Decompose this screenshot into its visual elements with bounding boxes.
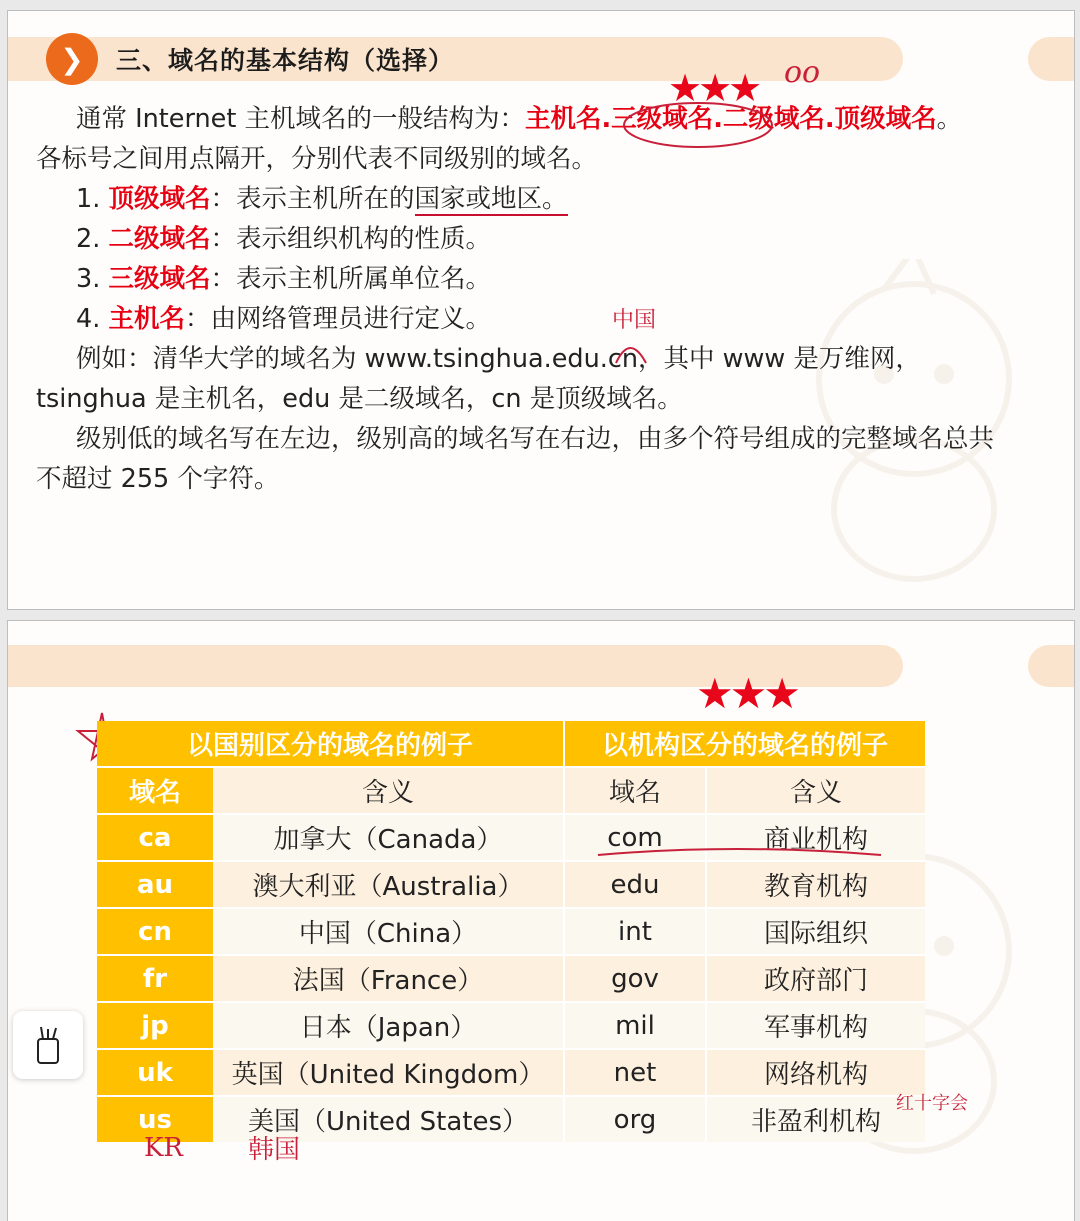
header-band-cap (1028, 37, 1075, 81)
country-code: jp (97, 1002, 213, 1049)
table-row (97, 814, 925, 861)
item-desc-underlined: 国家或地区。 (414, 184, 568, 214)
country-meaning: 加拿大（Canada） (213, 814, 564, 861)
country-meaning: 法国（France） (213, 955, 564, 1002)
dot: . (713, 104, 723, 134)
korea-note: 韩国 (248, 1135, 301, 1165)
table-row (97, 1096, 925, 1142)
dot: . (601, 104, 612, 134)
list-item-2 (76, 219, 1075, 259)
country-meaning: 日本（Japan） (213, 1002, 564, 1049)
header-country: 以国别区分的域名的例子 (97, 721, 564, 767)
chevron-right-icon: ❯ (46, 33, 98, 85)
item-colon: ： (210, 224, 236, 254)
slide-domain-examples (7, 620, 1075, 1221)
three-stars-icon: ★★★ (696, 669, 797, 718)
intro-line-2: 各标号之间用点隔开，分别代表不同级别的域名。 (36, 144, 598, 174)
item-colon: ： (210, 264, 236, 294)
intro-line-1 (76, 99, 1075, 139)
country-meaning: 美国（United States） (213, 1096, 564, 1142)
org-meaning: 军事机构 (706, 1002, 925, 1049)
org-code: mil (564, 1002, 706, 1049)
item-term: 顶级域名 (108, 184, 211, 214)
dot: . (824, 104, 835, 134)
list-item-1 (76, 179, 1075, 219)
domain-examples-table (97, 721, 925, 1142)
col-meaning-2: 含义 (706, 767, 925, 814)
org-meaning: 国际组织 (706, 908, 925, 955)
item-num: 2. (76, 224, 101, 254)
pencil-cup-icon (33, 1025, 63, 1065)
col-domain: 域名 (97, 767, 213, 814)
three-stars-annotation: ★★★ (668, 66, 759, 110)
intro-prefix: 通常 Internet 主机域名的一般结构为： (76, 104, 525, 134)
country-code: au (97, 861, 213, 908)
country-code: us (97, 1096, 213, 1142)
item-desc: 表示组织机构的性质。 (235, 224, 491, 254)
term-second-level: 二级域名 (722, 104, 825, 134)
china-note: 中国 (612, 308, 657, 333)
term-host: 主机名 (524, 104, 602, 134)
example-line-1: 例如：清华大学的域名为 www.tsinghua.edu.cn，其中 www 是万维网， (76, 344, 921, 374)
term-third-level: 三级域名 (611, 104, 714, 134)
list-item-3 (76, 259, 1075, 299)
rule-line-1: 级别低的域名写在左边，级别高的域名写在右边，由多个符号组成的完整域名总共 (76, 424, 995, 454)
org-code: net (564, 1049, 706, 1096)
list-item-4 (76, 299, 1075, 339)
table-row (97, 955, 925, 1002)
org-meaning: 商业机构 (706, 814, 925, 861)
header-band-cap (1028, 645, 1075, 687)
slide-domain-structure (7, 10, 1075, 610)
table-row (97, 1002, 925, 1049)
country-code: ca (97, 814, 213, 861)
table-header-row (97, 767, 925, 814)
kr-note: KR (144, 1133, 183, 1163)
country-meaning: 中国（China） (213, 908, 564, 955)
notes-button[interactable] (13, 1011, 83, 1079)
item-desc: 由网络管理员进行定义。 (210, 304, 491, 334)
item-colon: ： (210, 184, 236, 214)
org-code: int (564, 908, 706, 955)
section-title: 三、域名的基本结构（选择） (116, 46, 455, 75)
item-desc: 表示主机所属单位名。 (235, 264, 491, 294)
item-num: 1. (76, 184, 101, 214)
country-code: fr (97, 955, 213, 1002)
country-code: uk (97, 1049, 213, 1096)
country-meaning: 澳大利亚（Australia） (213, 861, 564, 908)
org-meaning: 网络机构 (706, 1049, 925, 1096)
loops-annotation: oo (784, 55, 821, 90)
org-code: org (564, 1096, 706, 1142)
org-code: edu (564, 861, 706, 908)
redcross-note: 红十字会 (896, 1093, 968, 1114)
item-num: 3. (76, 264, 101, 294)
table-row (97, 861, 925, 908)
col-meaning: 含义 (213, 767, 564, 814)
item-colon: ： (184, 304, 211, 334)
period: 。 (936, 104, 963, 134)
col-domain-2: 域名 (564, 767, 706, 814)
org-meaning: 教育机构 (706, 861, 925, 908)
org-code: com (564, 814, 706, 861)
country-meaning: 英国（United Kingdom） (213, 1049, 564, 1096)
header-organization: 以机构区分的域名的例子 (564, 721, 925, 767)
table-row (97, 908, 925, 955)
example-line-2: tsinghua 是主机名，edu 是二级域名，cn 是顶级域名。 (36, 384, 683, 414)
term-top-level: 顶级域名 (834, 104, 937, 134)
item-term: 二级域名 (108, 224, 211, 254)
item-term: 主机名 (108, 304, 185, 334)
country-code: cn (97, 908, 213, 955)
item-term: 三级域名 (108, 264, 211, 294)
item-desc: 表示主机所在的 (235, 184, 415, 214)
item-num: 4. (76, 304, 101, 334)
org-meaning: 非盈利机构 (706, 1096, 925, 1142)
org-code: gov (564, 955, 706, 1002)
rule-line-2: 不超过 255 个字符。 (36, 464, 280, 494)
org-meaning: 政府部门 (706, 955, 925, 1002)
table-row (97, 1049, 925, 1096)
